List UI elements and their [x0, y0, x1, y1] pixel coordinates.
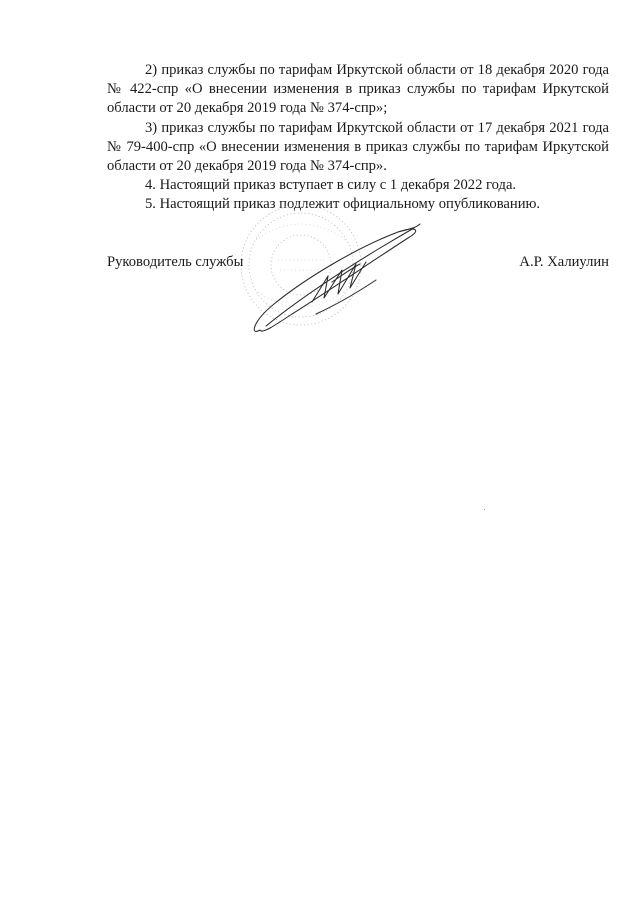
paragraph-clause-5: 5. Настоящий приказ подлежит официальному опубликованию. [145, 196, 541, 213]
paragraph-clause-4: 4. Настоящий приказ вступает в силу с 1 декабря 2022 года. [145, 177, 517, 194]
handwritten-signature [248, 218, 424, 340]
signatory-role: Руководитель службы [107, 254, 244, 270]
scan-speck [484, 509, 485, 510]
signature-block [107, 253, 609, 275]
signatory-name: А.Р. Халиулин [519, 254, 609, 270]
document-body [107, 61, 609, 215]
paragraph-item-3: 3) приказ службы по тарифам Иркутской области от 17 декабря 2021 года № 79-400-спр «О внесении изменения в приказ службы по тарифам Иркутской области от 20 декабря 2019 года № 374-спр». [107, 119, 609, 175]
paragraph-item-2: 2) приказ службы по тарифам Иркутской области от 18 декабря 2020 года № 422-спр «О внесении изменения в приказ службы по тарифам Иркутской области от 20 декабря 2019 года № 374-спр»; [107, 62, 609, 117]
